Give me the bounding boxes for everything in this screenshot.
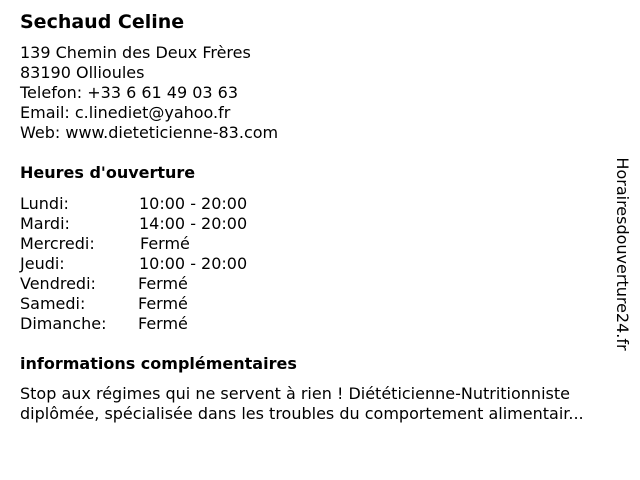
additional-info-heading: informations complémentaires: [20, 354, 297, 373]
description-line: Stop aux régimes qui ne servent à rien ! Diététicienne-Nutritionniste: [20, 384, 570, 403]
time-value: Fermé: [138, 314, 188, 333]
time-value: 10:00 - 20:00: [139, 254, 248, 273]
description-line: diplômée, spécialisée dans les troubles du comportement alimentair...: [20, 404, 584, 423]
website-link[interactable]: Web: www.dieteticienne-83.com: [20, 123, 279, 142]
day-label: Mercredi:: [20, 234, 95, 253]
email-address[interactable]: Email: c.linediet@yahoo.fr: [20, 103, 231, 122]
time-value: Fermé: [138, 294, 188, 313]
hours-row-friday: [20, 274, 320, 294]
day-label: Mardi:: [20, 214, 70, 233]
hours-row-monday: [20, 194, 320, 214]
address-street: 139 Chemin des Deux Frères: [20, 43, 251, 62]
phone-number[interactable]: Telefon: +33 6 61 49 03 63: [20, 83, 239, 102]
day-label: Samedi:: [20, 294, 86, 313]
time-value: 14:00 - 20:00: [139, 214, 248, 233]
hours-row-thursday: [20, 254, 320, 274]
day-label: Jeudi:: [20, 254, 65, 273]
business-description: [20, 384, 630, 424]
business-name: Sechaud Celine: [20, 11, 185, 33]
opening-hours-table: [20, 194, 320, 334]
day-label: Lundi:: [20, 194, 69, 213]
hours-row-wednesday: [20, 234, 320, 254]
time-value: Fermé: [138, 274, 188, 293]
contact-block: [20, 43, 278, 143]
time-value: 10:00 - 20:00: [139, 194, 248, 213]
hours-row-saturday: [20, 294, 320, 314]
time-value: Fermé: [140, 234, 190, 253]
hours-row-tuesday: [20, 214, 320, 234]
day-label: Vendredi:: [20, 274, 96, 293]
opening-hours-heading: Heures d'ouverture: [20, 163, 196, 182]
hours-row-sunday: [20, 314, 320, 334]
site-watermark: Horairesdouverture24.fr: [613, 157, 632, 351]
day-label: Dimanche:: [20, 314, 107, 333]
address-city: 83190 Ollioules: [20, 63, 145, 82]
